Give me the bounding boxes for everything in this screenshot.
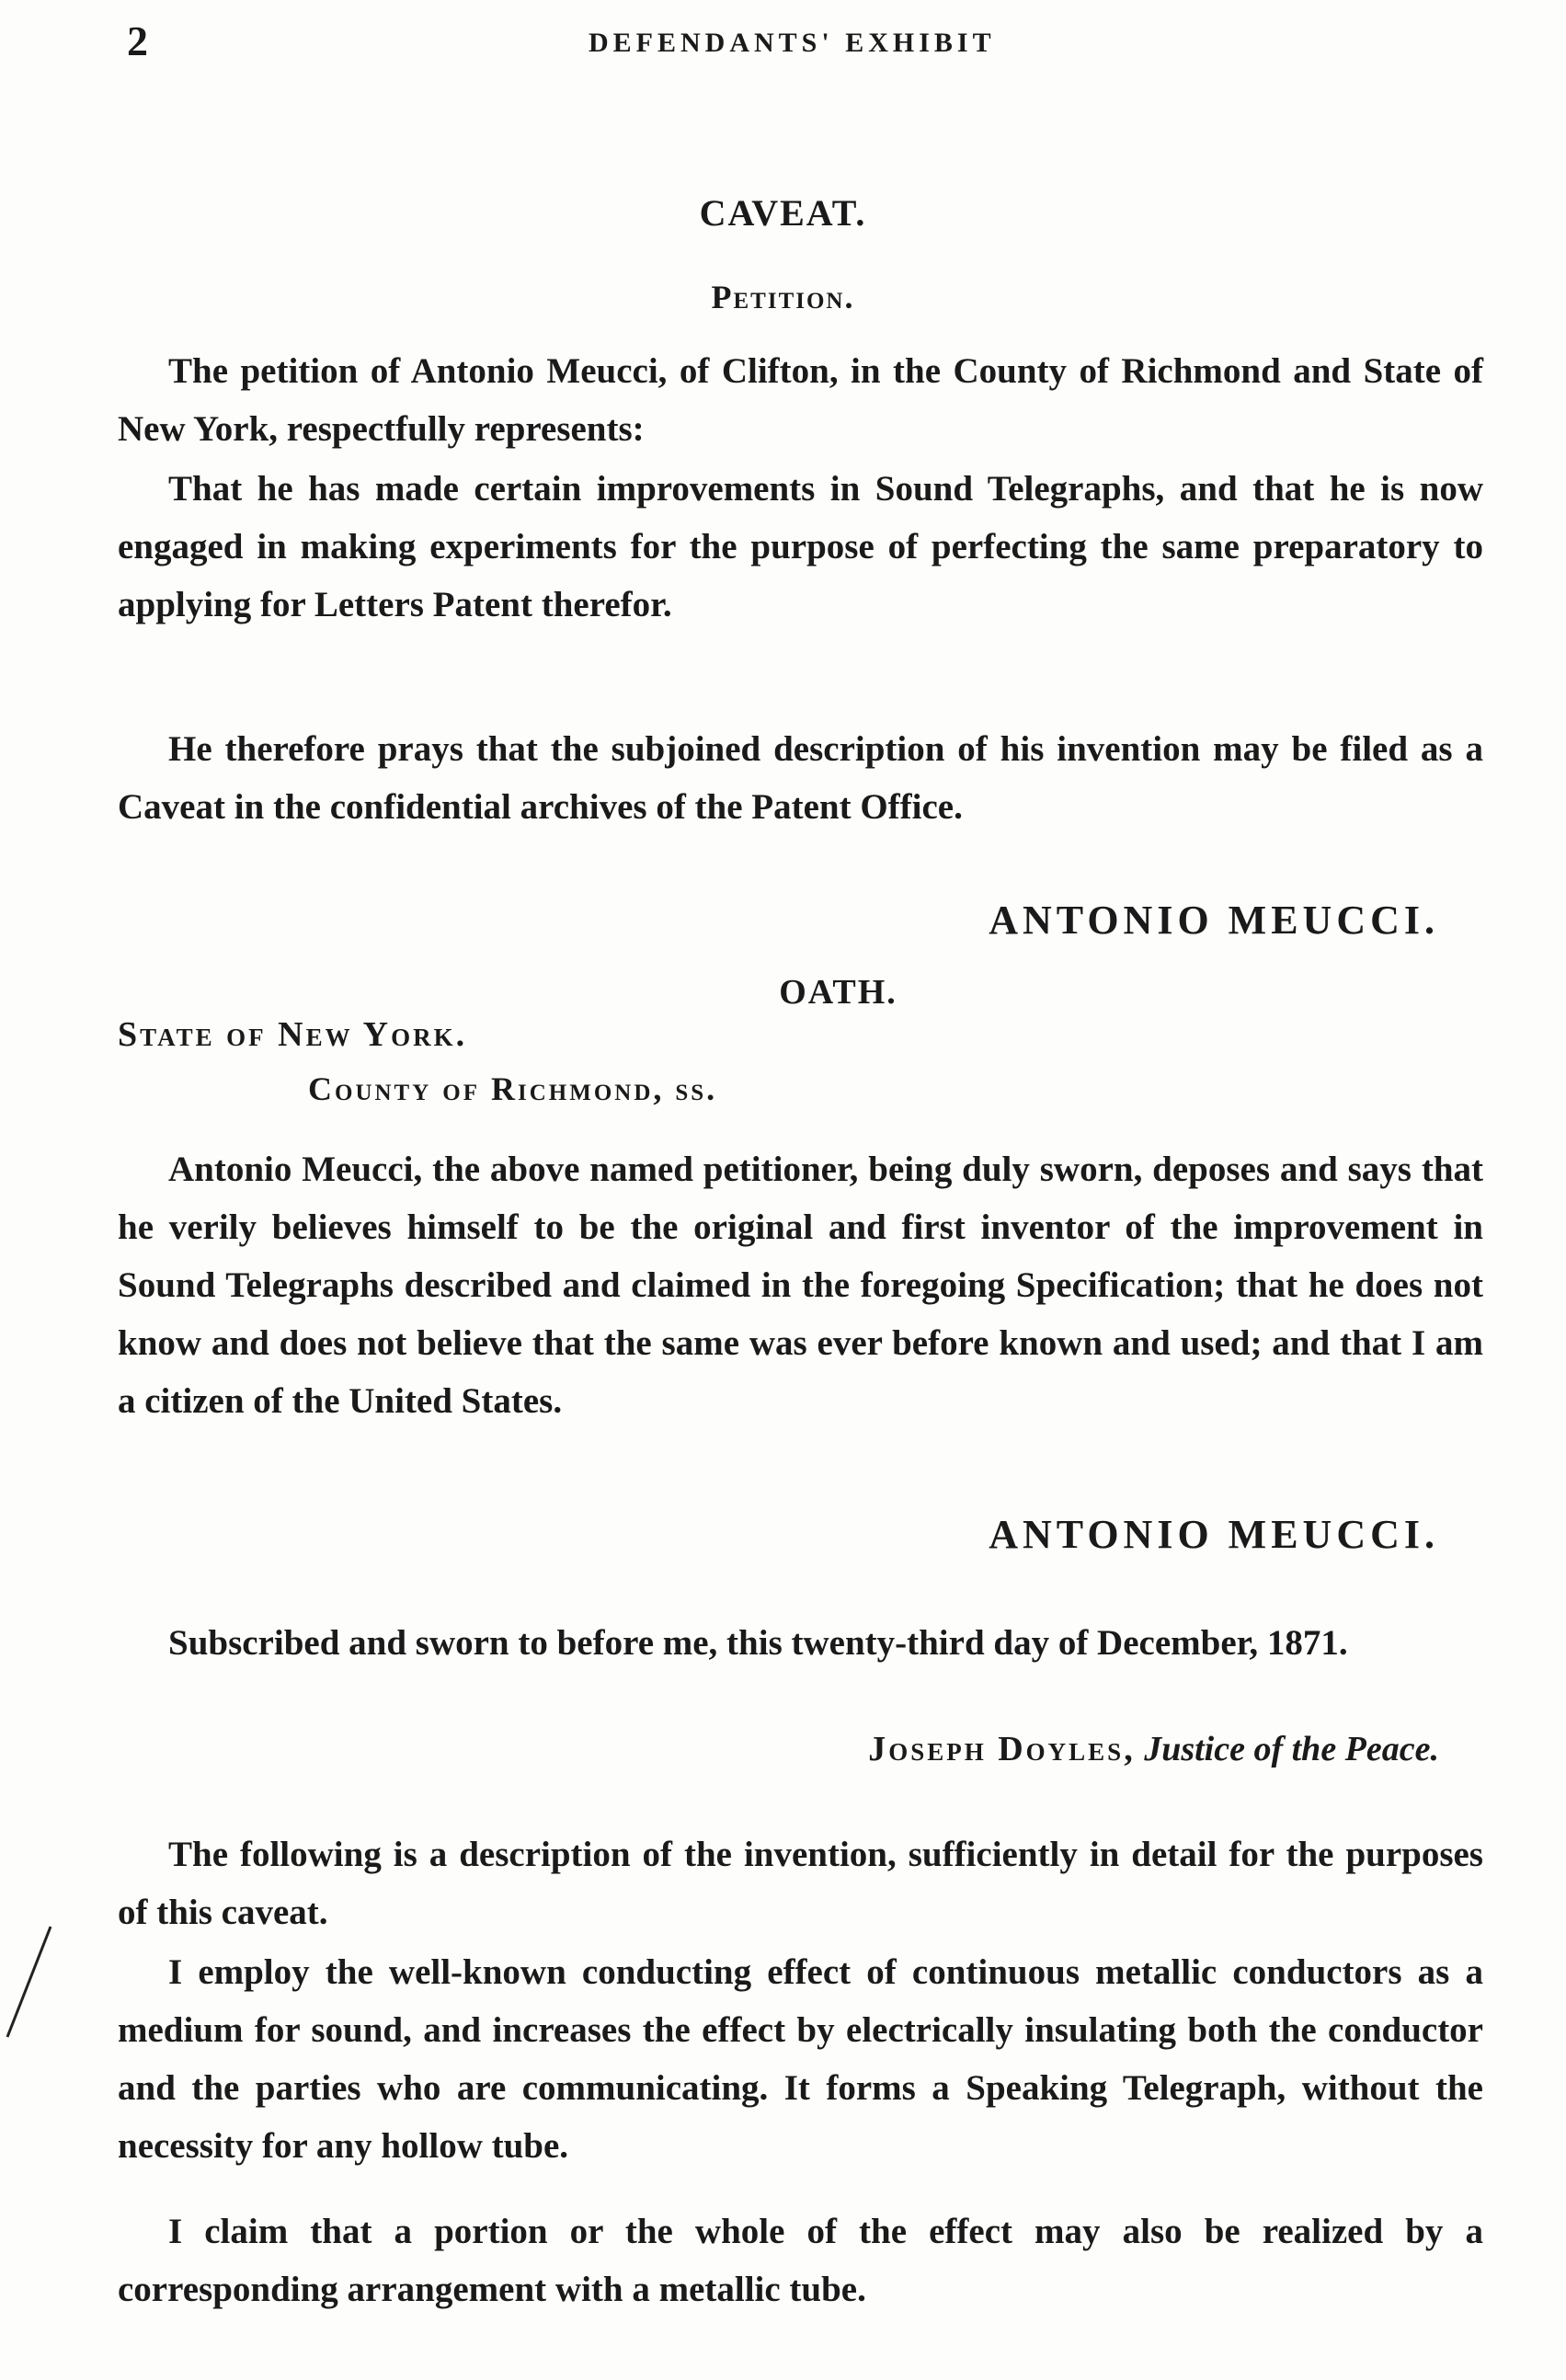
petition-paragraph: The petition of Antonio Meucci, of Clifton, in the County of Richmond and State of New York, respectfully represents:: [118, 351, 1483, 449]
justice-name: Joseph Doyles,: [868, 1730, 1136, 1768]
petition-paragraph: He therefore prays that the subjoined description of his invention may be filed as a Caveat in the confidential archives of the Patent Office.: [118, 729, 1483, 827]
venue-state: State of New York.: [118, 1015, 468, 1054]
oath-body: Antonio Meucci, the above named petitioner, being duly sworn, deposes and says that he verily believes himself to be the original and first inventor of the improvement in Sound Telegraphs described and claimed in the foregoing Specification; that he does not know and does not believe that the same was ever before known and used; and that I am a citizen of the United States.: [118, 1150, 1483, 1421]
description-paragraph: I employ the well-known conducting effect of continuous metallic conductors as a medium for sound, and increases the effect by electrically insulating both the conductor and the parties who are communicating. It forms a Speaking Telegraph, without the necessity for any hollow tube.: [118, 1952, 1483, 2166]
description-paragraph: The following is a description of the invention, sufficiently in detail for the purposes of this caveat.: [118, 1835, 1483, 1932]
venue-county: County of Richmond, ss.: [308, 1070, 718, 1107]
page-number: 2: [127, 17, 148, 64]
running-head: DEFENDANTS' EXHIBIT: [589, 28, 996, 58]
oath-title: OATH.: [779, 973, 897, 1012]
jurat-text: Subscribed and sworn to before me, this twenty-third day of December, 1871.: [168, 1623, 1348, 1663]
petition-signature: ANTONIO MEUCCI.: [989, 898, 1439, 943]
margin-pencil-mark: [0, 1922, 64, 2042]
caveat-title: CAVEAT.: [699, 192, 867, 234]
petition-heading: Petition.: [711, 279, 855, 315]
justice-title: Justice of the Peace.: [1144, 1730, 1439, 1768]
page-header: [0, 17, 1566, 72]
petition-paragraph: That he has made certain improvements in Sound Telegraphs, and that he is now engaged in making experiments for the purpose of perfecting the same preparatory to applying for Letters Patent therefor.: [118, 469, 1483, 624]
justice-line: [868, 1729, 1439, 1769]
description-paragraph: I claim that a portion or the whole of the effect may also be realized by a corresponding arrangement with a metallic tube.: [118, 2212, 1483, 2309]
oath-signature: ANTONIO MEUCCI.: [989, 1512, 1439, 1557]
